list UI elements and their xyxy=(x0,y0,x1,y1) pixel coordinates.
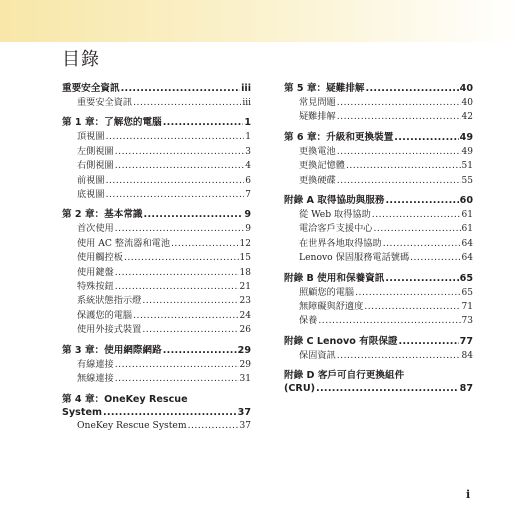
dot-leader xyxy=(410,251,460,264)
toc-chapter-entry[interactable] xyxy=(62,82,251,96)
toc-item-page: 4 xyxy=(245,161,251,172)
toc-item-title: 電洽客戶支援中心 xyxy=(299,223,373,235)
toc-item-page: 29 xyxy=(239,359,251,370)
toc-item-page: 51 xyxy=(461,161,473,172)
toc-item-page: 9 xyxy=(245,224,251,235)
toc-item-entry[interactable] xyxy=(284,159,473,173)
toc-chapter-entry[interactable] xyxy=(62,393,251,419)
header-band xyxy=(0,0,521,42)
toc-item-entry[interactable] xyxy=(62,251,251,265)
dot-leader xyxy=(142,323,238,336)
toc-item-page: 65 xyxy=(461,287,473,298)
toc-item-page: 61 xyxy=(461,210,473,221)
toc-item-page: 40 xyxy=(461,98,473,108)
toc-item-title: 保養 xyxy=(299,315,318,327)
toc-section-appendix-c xyxy=(284,335,473,363)
toc-item-page: 31 xyxy=(239,374,251,385)
toc-chapter-entry[interactable] xyxy=(284,194,473,208)
dot-leader xyxy=(337,174,461,187)
toc-item-title: 頂視圖 xyxy=(77,131,105,143)
dot-leader xyxy=(394,131,458,145)
toc-item-title: 照顧您的電腦 xyxy=(299,286,355,298)
toc-item-entry[interactable] xyxy=(284,110,473,124)
toc-chapter-entry[interactable] xyxy=(284,131,473,145)
dot-leader xyxy=(163,344,237,358)
toc-item-page: 3 xyxy=(245,146,251,157)
toc-item-entry[interactable] xyxy=(62,188,251,202)
toc-chapter-title: 重要安全資訊 xyxy=(62,83,120,94)
toc-right-column xyxy=(284,82,473,401)
dot-leader xyxy=(318,314,460,327)
toc-item-title: 無線連接 xyxy=(77,373,114,385)
dot-leader xyxy=(337,145,461,158)
toc-chapter-entry[interactable] xyxy=(284,335,473,349)
dot-leader xyxy=(385,194,458,208)
toc-item-title: 無障礙與舒適度 xyxy=(299,301,364,313)
toc-item-title: 使用 AC 整流器和電池 xyxy=(77,237,171,249)
dot-leader xyxy=(316,382,459,395)
toc-chapter-page: 60 xyxy=(459,195,473,207)
toc-item-page: 7 xyxy=(245,190,251,201)
toc-chapter-title: 第 1 章：了解您的電腦 xyxy=(62,117,162,129)
toc-section-safety xyxy=(62,82,251,110)
dot-leader xyxy=(124,251,239,264)
toc-item-page: 64 xyxy=(461,253,473,264)
toc-item-entry[interactable] xyxy=(284,208,473,222)
toc-item-title: 首次使用 xyxy=(77,223,114,235)
toc-item-entry[interactable] xyxy=(284,349,473,363)
dot-leader xyxy=(163,116,244,130)
toc-chapter-title-line2: (CRU) xyxy=(284,383,315,395)
dot-leader xyxy=(171,237,239,250)
dot-leader xyxy=(366,82,459,96)
toc-item-title: OneKey Rescue System xyxy=(77,419,187,431)
toc-item-page: 49 xyxy=(461,146,473,157)
toc-chapter-title: 第 5 章：疑難排解 xyxy=(284,83,365,94)
toc-chapter-entry[interactable] xyxy=(284,272,473,286)
dot-leader xyxy=(133,309,238,322)
dot-leader xyxy=(103,406,237,419)
dot-leader xyxy=(372,208,461,221)
dot-leader xyxy=(374,222,461,235)
toc-item-title: 保護您的電腦 xyxy=(77,309,133,321)
dot-leader xyxy=(385,272,458,286)
dot-leader xyxy=(115,266,239,279)
toc-item-entry[interactable] xyxy=(62,419,251,433)
toc-item-title: 更換硬碟 xyxy=(299,174,336,186)
toc-item-title: 有線連接 xyxy=(77,358,114,370)
toc-item-entry[interactable] xyxy=(284,174,473,188)
toc-item-page: 18 xyxy=(239,267,251,278)
dot-leader xyxy=(133,96,241,109)
toc-item-page: 21 xyxy=(239,282,251,293)
toc-chapter-entry[interactable] xyxy=(284,82,473,96)
toc-item-title: 特殊按鈕 xyxy=(77,281,114,293)
toc-item-page: 42 xyxy=(461,112,473,123)
toc-item-page: 55 xyxy=(461,175,473,186)
dot-leader xyxy=(144,208,244,222)
toc-item-title: 使用觸控板 xyxy=(77,252,123,264)
toc-item-page: 64 xyxy=(461,238,473,249)
toc-chapter-entry[interactable] xyxy=(62,344,251,358)
dot-leader xyxy=(142,294,238,307)
dot-leader xyxy=(106,188,245,201)
toc-item-title: 前視圖 xyxy=(77,174,105,186)
toc-item-title: 疑難排解 xyxy=(299,111,336,123)
toc-chapter-page: iii xyxy=(241,83,251,94)
dot-leader xyxy=(364,300,460,313)
toc-item-page: 6 xyxy=(245,175,251,186)
toc-item-page: 1 xyxy=(245,132,251,143)
toc-item-entry[interactable] xyxy=(62,159,251,173)
toc-item-entry[interactable] xyxy=(284,300,473,314)
toc-section-chapter-5 xyxy=(284,82,473,125)
toc-section-appendix-a xyxy=(284,194,473,266)
toc-chapter-page: 77 xyxy=(459,335,473,347)
toc-item-page: 26 xyxy=(239,325,251,336)
toc-chapter-page: 9 xyxy=(244,209,251,221)
toc-item-page: 73 xyxy=(461,316,473,327)
toc-chapter-title: 第 2 章：基本常識 xyxy=(62,209,143,221)
toc-chapter-page: 40 xyxy=(459,83,473,94)
toc-item-entry[interactable] xyxy=(284,286,473,300)
dot-leader xyxy=(115,372,239,385)
toc-item-entry[interactable] xyxy=(62,237,251,251)
toc-chapter-title: 附錄 C Lenovo 有限保證 xyxy=(284,335,398,347)
toc-chapter-entry[interactable] xyxy=(62,208,251,222)
toc-item-page: 37 xyxy=(239,420,251,431)
toc-item-entry[interactable] xyxy=(62,309,251,323)
toc-item-page: 15 xyxy=(239,253,251,264)
toc-item-title: 更換記憶體 xyxy=(299,160,345,172)
toc-item-entry[interactable] xyxy=(62,294,251,308)
toc-item-entry[interactable] xyxy=(62,372,251,386)
dot-leader xyxy=(188,419,239,432)
toc-chapter-title-line2: System xyxy=(62,406,102,418)
toc-item-title: 常見問題 xyxy=(299,97,336,108)
toc-item-entry[interactable] xyxy=(62,222,251,236)
toc-chapter-title: 第 6 章：升級和更換裝置 xyxy=(284,131,394,143)
toc-chapter-title: 附錄 A 取得協助與服務 xyxy=(284,195,385,207)
toc-item-page: iii xyxy=(242,98,251,108)
page-number: i xyxy=(466,488,471,501)
toc-item-title: 左側視圖 xyxy=(77,145,114,157)
toc-chapter-page: 29 xyxy=(237,344,251,356)
toc-item-title: 使用鍵盤 xyxy=(77,266,114,278)
toc-chapter-entry[interactable] xyxy=(62,116,251,130)
toc-item-title: 底視圖 xyxy=(77,189,105,201)
toc-item-title: Lenovo 保固服務電話號碼 xyxy=(299,252,410,264)
toc-item-page: 71 xyxy=(461,302,473,313)
toc-item-entry[interactable] xyxy=(284,222,473,236)
toc-section-chapter-2 xyxy=(62,208,251,337)
toc-item-entry[interactable] xyxy=(62,145,251,159)
toc-item-title: 系統狀態指示燈 xyxy=(77,295,142,307)
toc-item-page: 61 xyxy=(461,224,473,235)
toc-item-title: 右側視圖 xyxy=(77,160,114,172)
toc-item-entry[interactable] xyxy=(62,358,251,372)
toc-item-page: 84 xyxy=(461,350,473,361)
toc-item-entry[interactable] xyxy=(62,323,251,337)
toc-item-page: 23 xyxy=(239,296,251,307)
toc-chapter-title-line1: 第 4 章：OneKey Rescue xyxy=(62,393,188,405)
dot-leader xyxy=(337,96,461,109)
toc-section-chapter-3 xyxy=(62,344,251,387)
toc-section-chapter-4 xyxy=(62,393,251,433)
toc-item-title: 重要安全資訊 xyxy=(77,97,133,108)
toc-item-entry[interactable] xyxy=(284,251,473,265)
dot-leader xyxy=(383,237,461,250)
dot-leader xyxy=(355,286,460,299)
toc-item-page: 12 xyxy=(239,238,251,249)
dot-leader xyxy=(337,349,461,362)
dot-leader xyxy=(115,280,239,293)
toc-item-page: 24 xyxy=(239,310,251,321)
page-title: 目錄 xyxy=(62,49,100,70)
toc-item-entry[interactable] xyxy=(284,237,473,251)
dot-leader xyxy=(399,335,459,349)
toc-section-appendix-b xyxy=(284,272,473,329)
dot-leader xyxy=(121,82,241,96)
toc-chapter-page: 49 xyxy=(459,131,473,143)
toc-item-entry[interactable] xyxy=(284,314,473,328)
toc-item-title: 更換電池 xyxy=(299,145,336,157)
toc-item-entry[interactable] xyxy=(284,145,473,159)
toc-section-appendix-d xyxy=(284,369,473,395)
toc-item-entry[interactable] xyxy=(62,96,251,110)
toc-chapter-title-line1: 附錄 D 客戶可自行更換組件 xyxy=(284,370,405,382)
toc-section-chapter-1 xyxy=(62,116,251,202)
toc-item-entry[interactable] xyxy=(62,266,251,280)
toc-left-column xyxy=(62,82,251,439)
toc-item-entry[interactable] xyxy=(62,174,251,188)
toc-chapter-page: 37 xyxy=(237,406,251,418)
toc-chapter-title: 第 3 章：使用網際網路 xyxy=(62,344,162,356)
toc-item-title: 從 Web 取得協助 xyxy=(299,209,371,221)
dot-leader xyxy=(115,145,245,158)
toc-chapter-title: 附錄 B 使用和保養資訊 xyxy=(284,272,385,284)
toc-item-title: 使用外接式裝置 xyxy=(77,324,142,336)
toc-chapter-page: 65 xyxy=(459,272,473,284)
dot-leader xyxy=(106,130,245,143)
toc-item-title: 保固資訊 xyxy=(299,349,336,361)
toc-section-chapter-6 xyxy=(284,131,473,188)
toc-item-title: 在世界各地取得協助 xyxy=(299,237,382,249)
dot-leader xyxy=(337,110,461,123)
toc-chapter-page: 1 xyxy=(244,117,251,129)
toc-chapter-page: 87 xyxy=(459,383,473,395)
toc-item-entry[interactable] xyxy=(284,96,473,110)
toc-item-entry[interactable] xyxy=(62,130,251,144)
dot-leader xyxy=(115,159,245,172)
toc-chapter-entry[interactable] xyxy=(284,369,473,395)
dot-leader xyxy=(115,222,245,235)
dot-leader xyxy=(115,358,239,371)
toc-item-entry[interactable] xyxy=(62,280,251,294)
dot-leader xyxy=(346,159,461,172)
dot-leader xyxy=(106,174,245,187)
